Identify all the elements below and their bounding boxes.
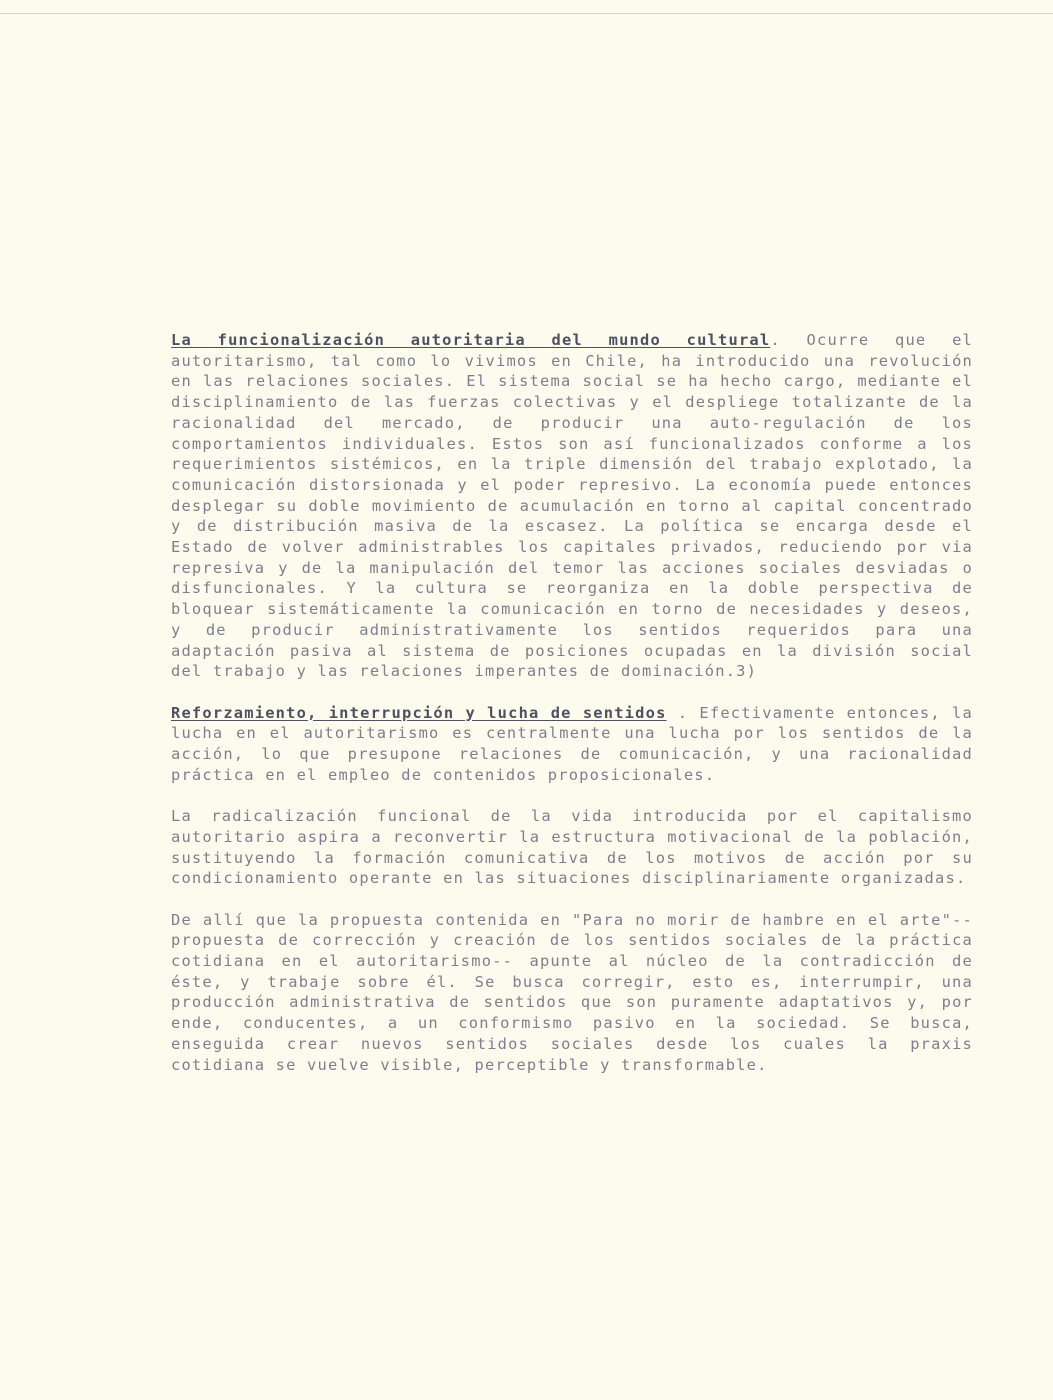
paragraph-radicalizacion bbox=[171, 806, 973, 889]
paragraph-propuesta bbox=[171, 910, 973, 1076]
document-body bbox=[171, 330, 973, 1096]
section-heading: Reforzamiento, interrupción y lucha de sentidos bbox=[171, 703, 667, 722]
section-heading: La funcionalización autoritaria del mundo cultural bbox=[171, 331, 771, 349]
heading-punctuation: . bbox=[770, 331, 807, 349]
paragraph-text: La radicalización funcional de la vida introducida por el capitalismo autoritario aspira a reconvertir la estructura motivacional de la población, sustituyendo la formación comunicativa de los motivos de acción por su condicionamiento operante en las situaciones disciplinariamente organizadas. bbox=[171, 807, 973, 888]
page-top-edge bbox=[0, 13, 1053, 14]
paragraph-text: De allí que la propuesta contenida en "Para no morir de hambre en el arte"-- propuesta de corrección y creación de los sentidos sociales de la práctica cotidiana en el autoritarismo-- apunte al núcleo de la contradicción de éste, y trabaje sobre él. Se busca corregir, esto es, interrumpir, una producción administrativa de sentidos que son puramente adaptativos y, por ende, conducentes, a un conformismo pasivo en la sociedad. Se busca, enseguida crear nuevos sentidos sociales desde los cuales la praxis cotidiana se vuelve visible, perceptible y transformable. bbox=[171, 910, 973, 1074]
paragraph-text: Ocurre que el autoritarismo, tal como lo vivimos en Chile, ha introducido una revolución en las relaciones sociales. El sistema social se ha hecho cargo, mediante el disciplinamiento de las fuerzas colectivas y el despliege totalizante de la racionalidad del mercado, de producir una auto-regulación de los comportamientos individuales. Estos son así funcionalizados conforme a los requerimientos sistémicos, en la triple dimensión del trabajo explotado, la comunicación distorsionada y el poder represivo. La economía puede entonces desplegar su doble movimiento de acumulación en torno al capital concentrado y de distribución masiva de la escasez. La política se encarga desde el Estado de volver administrables los capitales privados, reduciendo por via represiva y de la manipulación del temor las acciones sociales desviadas o disfuncionales. Y la cultura se reorganiza en la doble perspectiva de bloquear sistemáticamente la comunicación en torno de necesidades y deseos, y de producir administrativamente los sentidos requeridos para una adaptación pasiva al sistema de posiciones ocupadas en la división social del trabajo y las relaciones imperantes de dominación.3) bbox=[171, 331, 973, 681]
heading-punctuation: . bbox=[666, 703, 700, 722]
paragraph-text: Efectivamente entonces, la lucha en el autoritarismo es centralmente una lucha por los sentidos de la acción, lo que presupone relaciones de comunicación, y una racionalidad práctica en el empleo de contenidos proposicionales. bbox=[171, 703, 973, 784]
paragraph-reforzamiento bbox=[171, 703, 973, 786]
paragraph-funcionalizacion bbox=[171, 330, 973, 682]
